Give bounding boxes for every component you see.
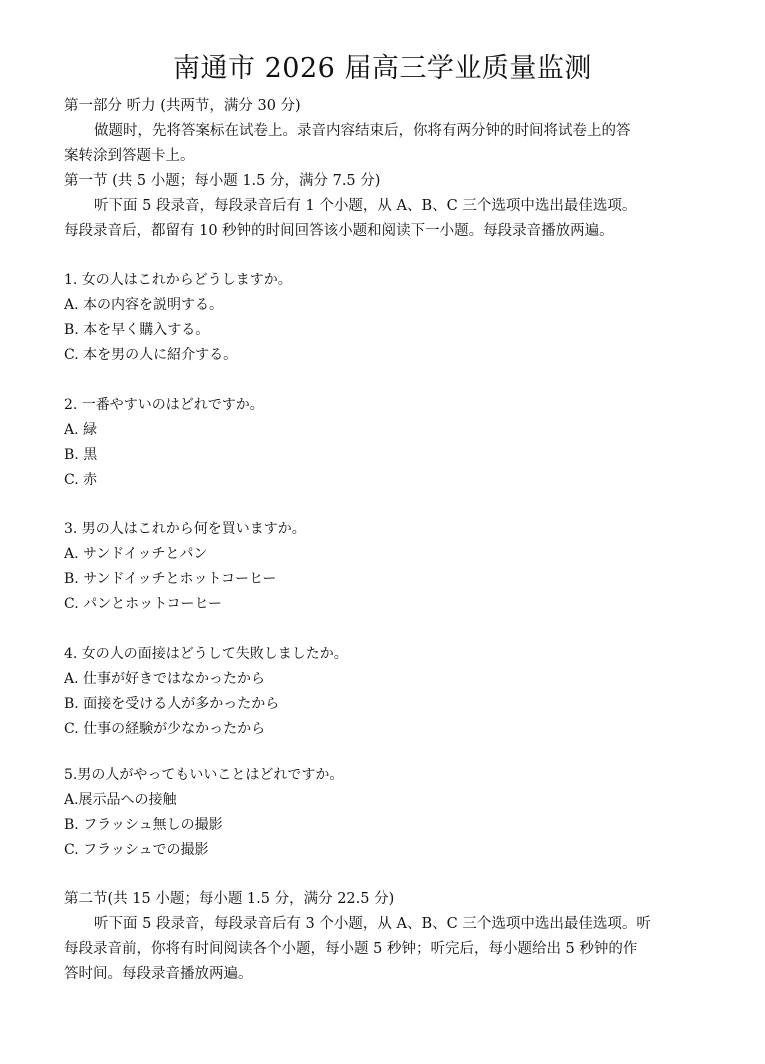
section2-instruction-line2: 每段录音前，你将有时间阅读各个小题，每小题 5 秒钟；听完后，每小题给出 5 秒钟的作 (64, 941, 638, 957)
section1-heading: 第一节 (共 5 小题；每小题 1.5 分，满分 7.5 分) (64, 173, 381, 189)
question-1-option-c: C. 本を男の人に紹介する。 (64, 347, 238, 363)
question-2-option-a: A. 緑 (64, 422, 98, 438)
question-4-option-a: A. 仕事が好きではなかったから (64, 671, 266, 687)
question-5-option-c: C. フラッシュでの撮影 (64, 842, 209, 858)
question-3-stem: 3. 男の人はこれから何を買いますか。 (64, 521, 306, 537)
page-title: 南通市 2026 届高三学业质量监测 (173, 53, 592, 84)
question-4-stem: 4. 女の人の面接はどうして失敗しましたか。 (64, 646, 348, 662)
part1-heading: 第一部分 听力 (共两节，满分 30 分) (64, 98, 301, 114)
question-2-stem: 2. 一番やすいのはどれですか。 (64, 397, 264, 413)
part1-instruction-line2: 案转涂到答题卡上。 (64, 148, 195, 164)
question-1-option-a: A. 本の内容を説明する。 (64, 297, 224, 313)
section1-instruction-line2: 每段录音后，都留有 10 秒钟的时间回答该小题和阅读下一小题。每段录音播放两遍。 (64, 223, 614, 239)
section2-instruction-line1: 听下面 5 段录音，每段录音后有 3 个小题，从 A、B、C 三个选项中选出最佳选项。听 (94, 916, 651, 932)
question-5-option-b: B. フラッシュ無しの撮影 (64, 817, 223, 833)
question-4-option-b: B. 面接を受ける人が多かったから (64, 696, 280, 712)
question-3-option-a: A. サンドイッチとパン (64, 546, 208, 562)
question-2-option-c: C. 赤 (64, 472, 98, 488)
question-2-option-b: B. 黒 (64, 447, 98, 463)
question-5-stem: 5.男の人がやってもいいことはどれですか。 (64, 767, 344, 783)
question-1-option-b: B. 本を早く購入する。 (64, 322, 210, 338)
section1-instruction-line1: 听下面 5 段录音，每段录音后有 1 个小题，从 A、B、C 三个选项中选出最佳选项。 (94, 198, 637, 214)
question-3-option-b: B. サンドイッチとホットコーヒー (64, 571, 277, 587)
section2-instruction-line3: 答时间。每段录音播放两遍。 (64, 966, 253, 982)
question-4-option-c: C. 仕事の経験が少なかったから (64, 721, 266, 737)
section2-heading: 第二节(共 15 小题；每小题 1.5 分，满分 22.5 分) (64, 891, 395, 907)
question-5-option-a: A.展示品への接触 (64, 792, 177, 808)
question-3-option-c: C. パンとホットコーヒー (64, 596, 222, 612)
question-1-stem: 1. 女の人はこれからどうしますか。 (64, 272, 292, 288)
part1-instruction-line1: 做题时，先将答案标在试卷上。录音内容结束后，你将有两分钟的时间将试卷上的答 (94, 123, 631, 139)
